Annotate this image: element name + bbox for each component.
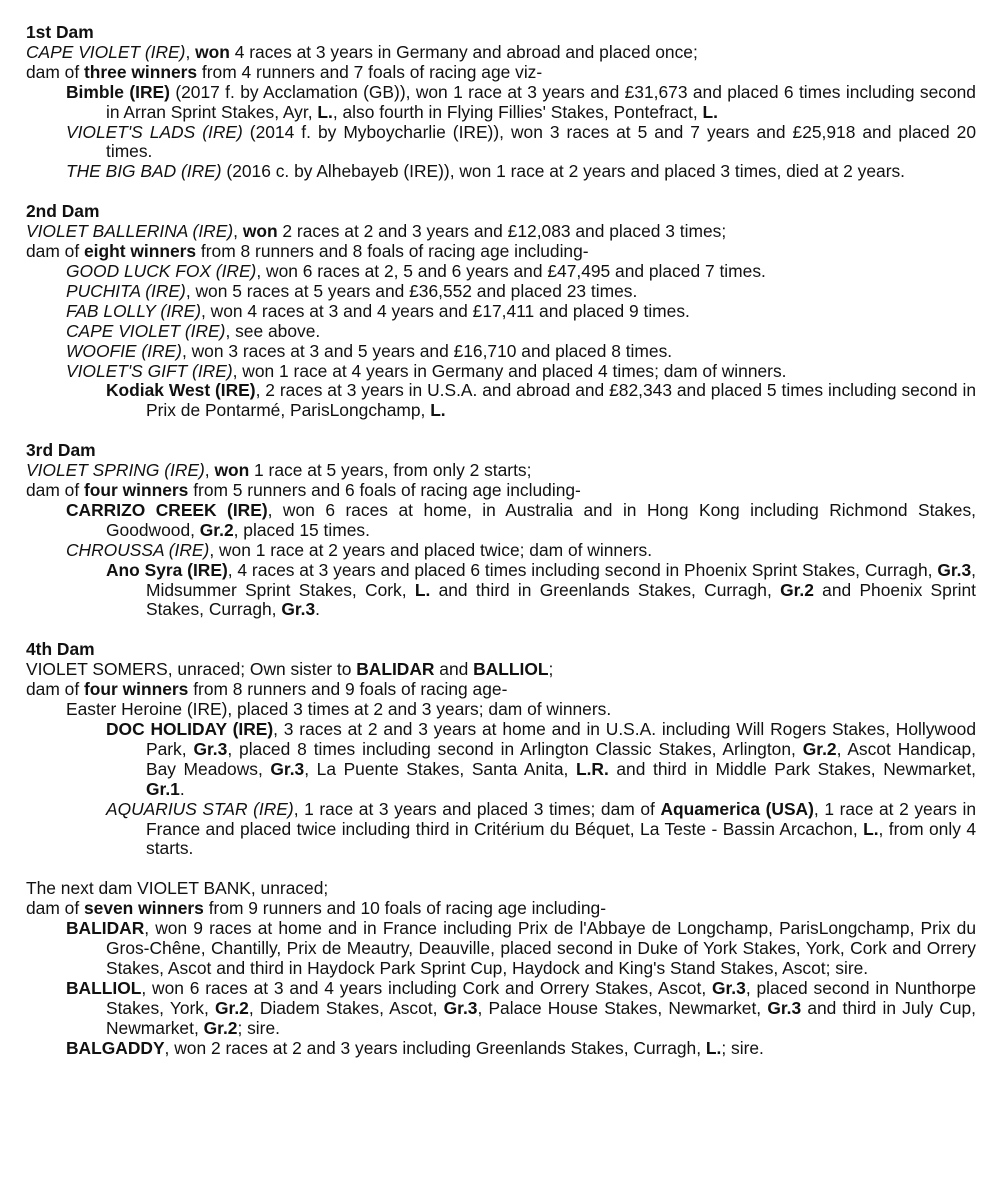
bold-text: seven winners: [84, 898, 204, 919]
entry-text: , La Puente Stakes, Santa Anita,: [304, 758, 576, 779]
pedigree-entry: [26, 162, 976, 182]
pedigree-entry: [26, 919, 976, 979]
entry-text: and third in Greenlands Stakes, Curragh,: [430, 579, 781, 600]
entry-text: 1 race at 5 years, from only 2 starts;: [249, 460, 532, 481]
entry-text: , Diadem Stakes, Ascot,: [248, 997, 444, 1018]
entry-text: , won 5 races at 5 years and £36,552 and placed 23 times.: [185, 280, 638, 301]
pedigree-entry: [26, 461, 976, 481]
bold-text: Aquamerica (USA): [660, 798, 814, 819]
entry-text: , 4 races at 3 years and placed 6 times including second in Phoenix Sprint Stakes, Curragh,: [227, 559, 938, 580]
italic-text: WOOFIE (IRE): [66, 340, 182, 361]
bold-text: L.R.: [575, 758, 609, 779]
entry-text: dam of: [26, 61, 84, 82]
entry-text: ; sire.: [721, 1037, 764, 1058]
entry-text: ,: [233, 221, 243, 242]
pedigree-entry: [26, 63, 976, 83]
entry-text: , won 3 races at 3 and 5 years and £16,710 and placed 8 times.: [181, 340, 673, 361]
bold-text: BALLIOL: [473, 659, 549, 680]
pedigree-entry: [26, 222, 976, 242]
dam-section: [26, 879, 976, 1058]
entry-text: , won 2 races at 2 and 3 years including Greenlands Stakes, Curragh,: [164, 1037, 706, 1058]
bold-text: Gr.3: [270, 758, 305, 779]
bold-text: four winners: [84, 480, 189, 501]
bold-text: Gr.2: [780, 579, 814, 600]
entry-text: VIOLET SOMERS, unraced; Own sister to: [26, 659, 357, 680]
entry-text: , won 6 races at 3 and 4 years including Cork and Orrery Stakes, Ascot,: [141, 977, 712, 998]
bold-text: Gr.3: [443, 997, 478, 1018]
bold-text: BALIDAR: [356, 659, 435, 680]
bold-text: Gr.3: [711, 977, 746, 998]
entry-text: , Midsummer Sprint Stakes, Cork,: [146, 559, 976, 600]
entry-text: , won 6 races at home, in Australia and in Hong Kong including Richmond Stakes, Goodwood,: [106, 499, 976, 540]
entry-text: , from only 4 starts.: [146, 818, 976, 859]
italic-text: AQUARIUS STAR (IRE): [106, 798, 294, 819]
dam-section: [26, 202, 976, 421]
pedigree-entry: [26, 700, 976, 720]
entry-text: and Phoenix Sprint Stakes, Curragh,: [146, 579, 976, 620]
italic-text: CHROUSSA (IRE): [66, 539, 210, 560]
bold-text: Kodiak West (IRE): [106, 380, 256, 401]
pedigree-entry: [26, 362, 976, 382]
italic-text: PUCHITA (IRE): [66, 280, 186, 301]
pedigree-entry: [26, 481, 976, 501]
italic-text: FAB LOLLY (IRE): [66, 300, 201, 321]
bold-text: Ano Syra (IRE): [106, 559, 228, 580]
bold-text: Gr.3: [767, 997, 802, 1018]
entry-text: and third in July Cup, Newmarket,: [106, 997, 977, 1038]
entry-text: and third in Middle Park Stakes, Newmarket,: [608, 758, 976, 779]
italic-text: VIOLET'S LADS (IRE): [66, 121, 243, 142]
bold-text: eight winners: [84, 241, 197, 262]
pedigree-entry: [26, 879, 976, 899]
entry-text: , placed second in Nunthorpe Stakes, York,: [106, 977, 976, 1018]
bold-text: L.: [705, 1037, 722, 1058]
entry-text: ;: [548, 659, 554, 680]
pedigree-entry: [26, 342, 976, 362]
entry-text: The next dam VIOLET BANK, unraced;: [26, 878, 329, 899]
bold-text: won: [214, 460, 250, 481]
italic-text: GOOD LUCK FOX (IRE): [66, 260, 257, 281]
bold-text: L.: [702, 101, 718, 122]
bold-text: BALGADDY: [66, 1037, 165, 1058]
bold-text: Gr.3: [193, 738, 228, 759]
pedigree-entry: [26, 800, 976, 860]
pedigree-entry: [26, 123, 976, 163]
pedigree-document: [26, 23, 976, 1079]
bold-text: L.: [430, 400, 446, 421]
entry-text: and: [434, 659, 474, 680]
pedigree-entry: [26, 302, 976, 322]
entry-text: , placed 15 times.: [233, 519, 370, 540]
bold-text: CARRIZO CREEK (IRE): [66, 499, 268, 520]
bold-text: Gr.2: [203, 1017, 238, 1038]
bold-text: won: [242, 221, 278, 242]
entry-text: , 1 race at 3 years and placed 3 times; dam of: [293, 798, 661, 819]
entry-text: , won 6 races at 2, 5 and 6 years and £47,495 and placed 7 times.: [256, 260, 766, 281]
dam-section: [26, 441, 976, 620]
italic-text: VIOLET'S GIFT (IRE): [66, 360, 233, 381]
bold-text: DOC HOLIDAY (IRE): [106, 719, 274, 739]
pedigree-entry: [26, 1039, 976, 1059]
italic-text: VIOLET BALLERINA (IRE): [26, 221, 234, 242]
bold-text: L.: [414, 579, 431, 600]
entry-text: (2017 f. by Acclamation (GB)), won 1 race at 3 years and £31,673 and placed 6 times including second in Arran Sprint Stakes, Ayr,: [106, 81, 976, 122]
section-heading: 3rd Dam: [26, 440, 96, 461]
bold-text: Gr.2: [199, 519, 234, 540]
italic-text: VIOLET SPRING (IRE): [26, 460, 205, 481]
entry-text: .: [315, 599, 321, 620]
pedigree-entry: [26, 242, 976, 262]
entry-text: , 1 race at 2 years in France and placed twice including third in Critérium du Béquet, La Teste - Bassin Arcachon,: [146, 798, 977, 839]
bold-text: L.: [863, 818, 879, 839]
entry-text: , placed 8 times including second in Arlington Classic Stakes, Arlington,: [227, 738, 803, 759]
bold-text: BALIDAR: [66, 918, 145, 939]
pedigree-entry: [26, 660, 976, 680]
italic-text: THE BIG BAD (IRE): [66, 161, 222, 182]
bold-text: four winners: [84, 679, 189, 700]
bold-text: L.: [317, 101, 333, 122]
pedigree-entry: [26, 83, 976, 123]
pedigree-entry: [26, 262, 976, 282]
section-heading: 1st Dam: [26, 22, 94, 42]
entry-text: dam of: [26, 480, 84, 501]
pedigree-entry: [26, 322, 976, 342]
entry-text: , won 1 race at 2 years and placed twice; dam of winners.: [209, 539, 653, 560]
entry-text: , 2 races at 3 years in U.S.A. and abroad and £82,343 and placed 5 times including second in Prix de Pontarmé, ParisLongchamp,: [146, 380, 976, 421]
dam-section: [26, 640, 976, 859]
entry-text: Easter Heroine (IRE), placed 3 times at 2 and 3 years; dam of winners.: [66, 699, 612, 720]
section-heading: 4th Dam: [26, 639, 95, 660]
entry-text: dam of: [26, 679, 84, 700]
entry-text: , won 1 race at 4 years in Germany and placed 4 times; dam of winners.: [232, 360, 787, 381]
dam-section: [26, 23, 976, 182]
pedigree-entry: [26, 282, 976, 302]
entry-text: from 8 runners and 8 foals of racing age including-: [196, 241, 589, 262]
entry-text: , see above.: [225, 320, 321, 341]
pedigree-entry: [26, 43, 976, 63]
pedigree-entry: [26, 720, 976, 800]
pedigree-entry: [26, 680, 976, 700]
bold-text: Gr.2: [802, 738, 837, 759]
italic-text: CAPE VIOLET (IRE): [26, 41, 186, 62]
entry-text: .: [179, 778, 185, 799]
entry-text: (2016 c. by Alhebayeb (IRE)), won 1 race at 2 years and placed 3 times, died at 2 years.: [221, 161, 906, 182]
bold-text: Gr.3: [937, 559, 972, 580]
bold-text: Gr.1: [146, 778, 180, 799]
entry-text: , Ascot Handicap, Bay Meadows,: [146, 738, 977, 779]
entry-text: , won 9 races at home and in France including Prix de l'Abbaye de Longchamp, ParisLongchamp, Prix du Gros-Chêne, Chantilly, Prix de Meautry, Deauville, placed second in Duke of York Stakes, York, Cork and Orrery Stakes, Ascot and third in Haydock Park Sprint Cup, Haydock and King's Stand Stakes, Ascot; sire.: [106, 918, 976, 978]
entry-text: ; sire.: [237, 1017, 280, 1038]
entry-text: , Palace House Stakes, Newmarket,: [477, 997, 768, 1018]
cropped-header-fragment: [255, 0, 675, 2]
italic-text: CAPE VIOLET (IRE): [66, 320, 226, 341]
bold-text: won: [195, 41, 230, 62]
bold-text: Bimble (IRE): [66, 81, 170, 102]
entry-text: dam of: [26, 898, 84, 919]
entry-text: dam of: [26, 241, 84, 262]
entry-text: , won 4 races at 3 and 4 years and £17,411 and placed 9 times.: [201, 300, 690, 321]
entry-text: 4 races at 3 years in Germany and abroad and placed once;: [229, 41, 698, 62]
entry-text: from 4 runners and 7 foals of racing age viz-: [197, 61, 543, 82]
pedigree-entry: [26, 979, 976, 1039]
entry-text: from 8 runners and 9 foals of racing age-: [188, 679, 508, 700]
pedigree-entry: [26, 899, 976, 919]
pedigree-entry: [26, 541, 976, 561]
pedigree-entry: [26, 561, 976, 621]
bold-text: Gr.2: [215, 997, 249, 1018]
entry-text: ,: [185, 41, 196, 62]
entry-text: , also fourth in Flying Fillies' Stakes, Pontefract,: [332, 101, 703, 122]
section-heading: 2nd Dam: [26, 201, 100, 222]
entry-text: , 3 races at 2 and 3 years at home and in U.S.A. including Will Rogers Stakes, Hollywood Park,: [146, 719, 976, 759]
entry-text: from 9 runners and 10 foals of racing age including-: [203, 898, 607, 919]
entry-text: ,: [204, 460, 215, 481]
entry-text: (2014 f. by Myboycharlie (IRE)), won 3 races at 5 and 7 years and £25,918 and placed 20 times.: [106, 121, 977, 162]
entry-text: 2 races at 2 and 3 years and £12,083 and placed 3 times;: [277, 221, 727, 242]
bold-text: Gr.3: [281, 599, 316, 620]
entry-text: from 5 runners and 6 foals of racing age including-: [188, 480, 581, 501]
pedigree-entry: [26, 381, 976, 421]
pedigree-entry: [26, 501, 976, 541]
bold-text: BALLIOL: [66, 977, 142, 998]
bold-text: three winners: [84, 61, 198, 82]
